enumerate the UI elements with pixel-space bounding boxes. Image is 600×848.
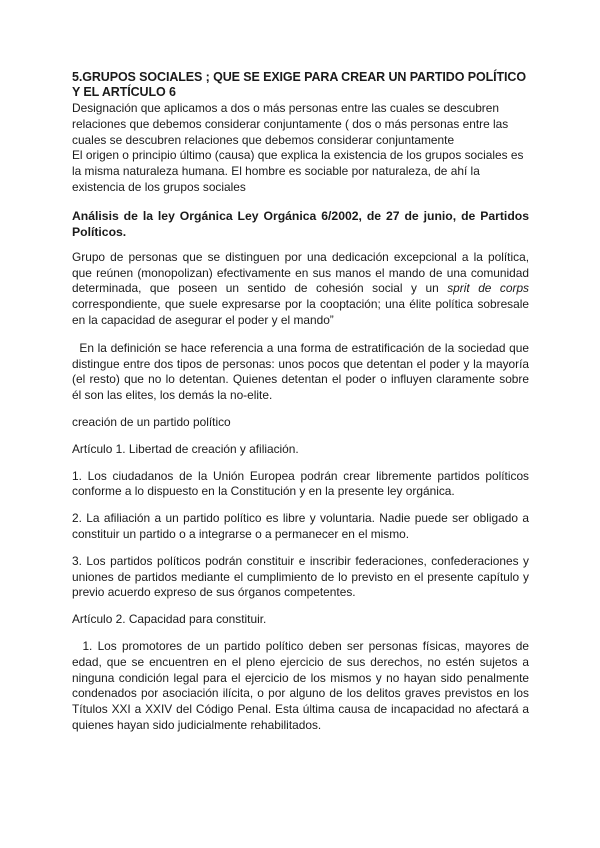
article-title: Artículo 1. Libertad de creación y afiliación. xyxy=(72,441,299,456)
body-paragraph: creación de un partido político xyxy=(72,414,231,429)
body-paragraph: En la definición se hace referencia a una forma de estratificación de la sociedad que distingue entre dos tipos de personas: unos pocos que detentan el poder y la mayoría (el resto) que no lo detentan. Quienes detentan el poder o influyen claramente sobre él son las elites, los demás la no-elite. xyxy=(72,340,533,403)
elite-text-italic: sprit de corps xyxy=(447,281,530,296)
section-heading: 5.GRUPOS SOCIALES ; QUE SE EXIGE PARA CREAR UN PARTIDO POLÍTICO Y EL ARTÍCULO 6 xyxy=(72,70,526,99)
elite-definition-paragraph xyxy=(72,250,529,329)
document-content xyxy=(72,70,533,734)
law-subheading: Análisis de la ley Orgánica Ley Orgánica 6/2002, de 27 de junio, de Partidos Políticos. xyxy=(72,208,529,239)
body-paragraph: 3. Los partidos políticos podrán constituir e inscribir federaciones, confederaciones y uniones de partidos mediante el cumplimiento de lo previsto en el presente capítulo y previo acuerdo expreso de sus órganos competentes. xyxy=(72,553,529,600)
body-paragraph: 1. Los ciudadanos de la Unión Europea podrán crear libremente partidos políticos conforme a lo dispuesto en la Constitución y en la presente ley orgánica. xyxy=(72,468,529,499)
elite-text-before: Grupo de personas que se distinguen por una dedicación excepcional a la política, que reúnen (monopolizan) efectivamente en sus manos el mando de una comunidad determinada, que poseen un sentido de cohesión social y un xyxy=(72,249,529,296)
intro-paragraph: El origen o principio último (causa) que explica la existencia de los grupos sociales es la misma naturaleza humana. El hombre es sociable por naturaleza, de ahí la existencia de los grupos sociales xyxy=(72,148,524,194)
body-text xyxy=(72,249,533,734)
body-paragraph: 2. La afiliación a un partido político es libre y voluntaria. Nadie puede ser obligado a constituir un partido o a integrarse o a permanecer en el mismo. xyxy=(72,511,529,541)
intro-block xyxy=(72,101,529,196)
intro-paragraph: Designación que aplicamos a dos o más personas entre las cuales se descubren relaciones que debemos considerar conjuntamente ( dos o más personas entre las cuales se descubren relaciones que debemos considerar conjuntamente xyxy=(72,101,509,147)
article-title: Artículo 2. Capacidad para constituir. xyxy=(72,612,267,627)
elite-text-after: correspondiente, que suele expresarse por la cooptación; una élite política sobresale en la capacidad de asegurar el poder y el mando” xyxy=(72,297,529,327)
body-paragraph: 1. Los promotores de un partido político deben ser personas físicas, mayores de edad, que se encuentren en el pleno ejercicio de sus derechos, no estén sujetos a ninguna condición legal para el ejercicio de los mismos y no hayan sido penalmente condenados por asociación ilícita, o por alguno de los delitos graves previstos en los Títulos XXI a XXIV del Código Penal. Esta última causa de incapacidad no afectará a quienes hayan sido judicialmente rehabilitados. xyxy=(72,638,533,732)
